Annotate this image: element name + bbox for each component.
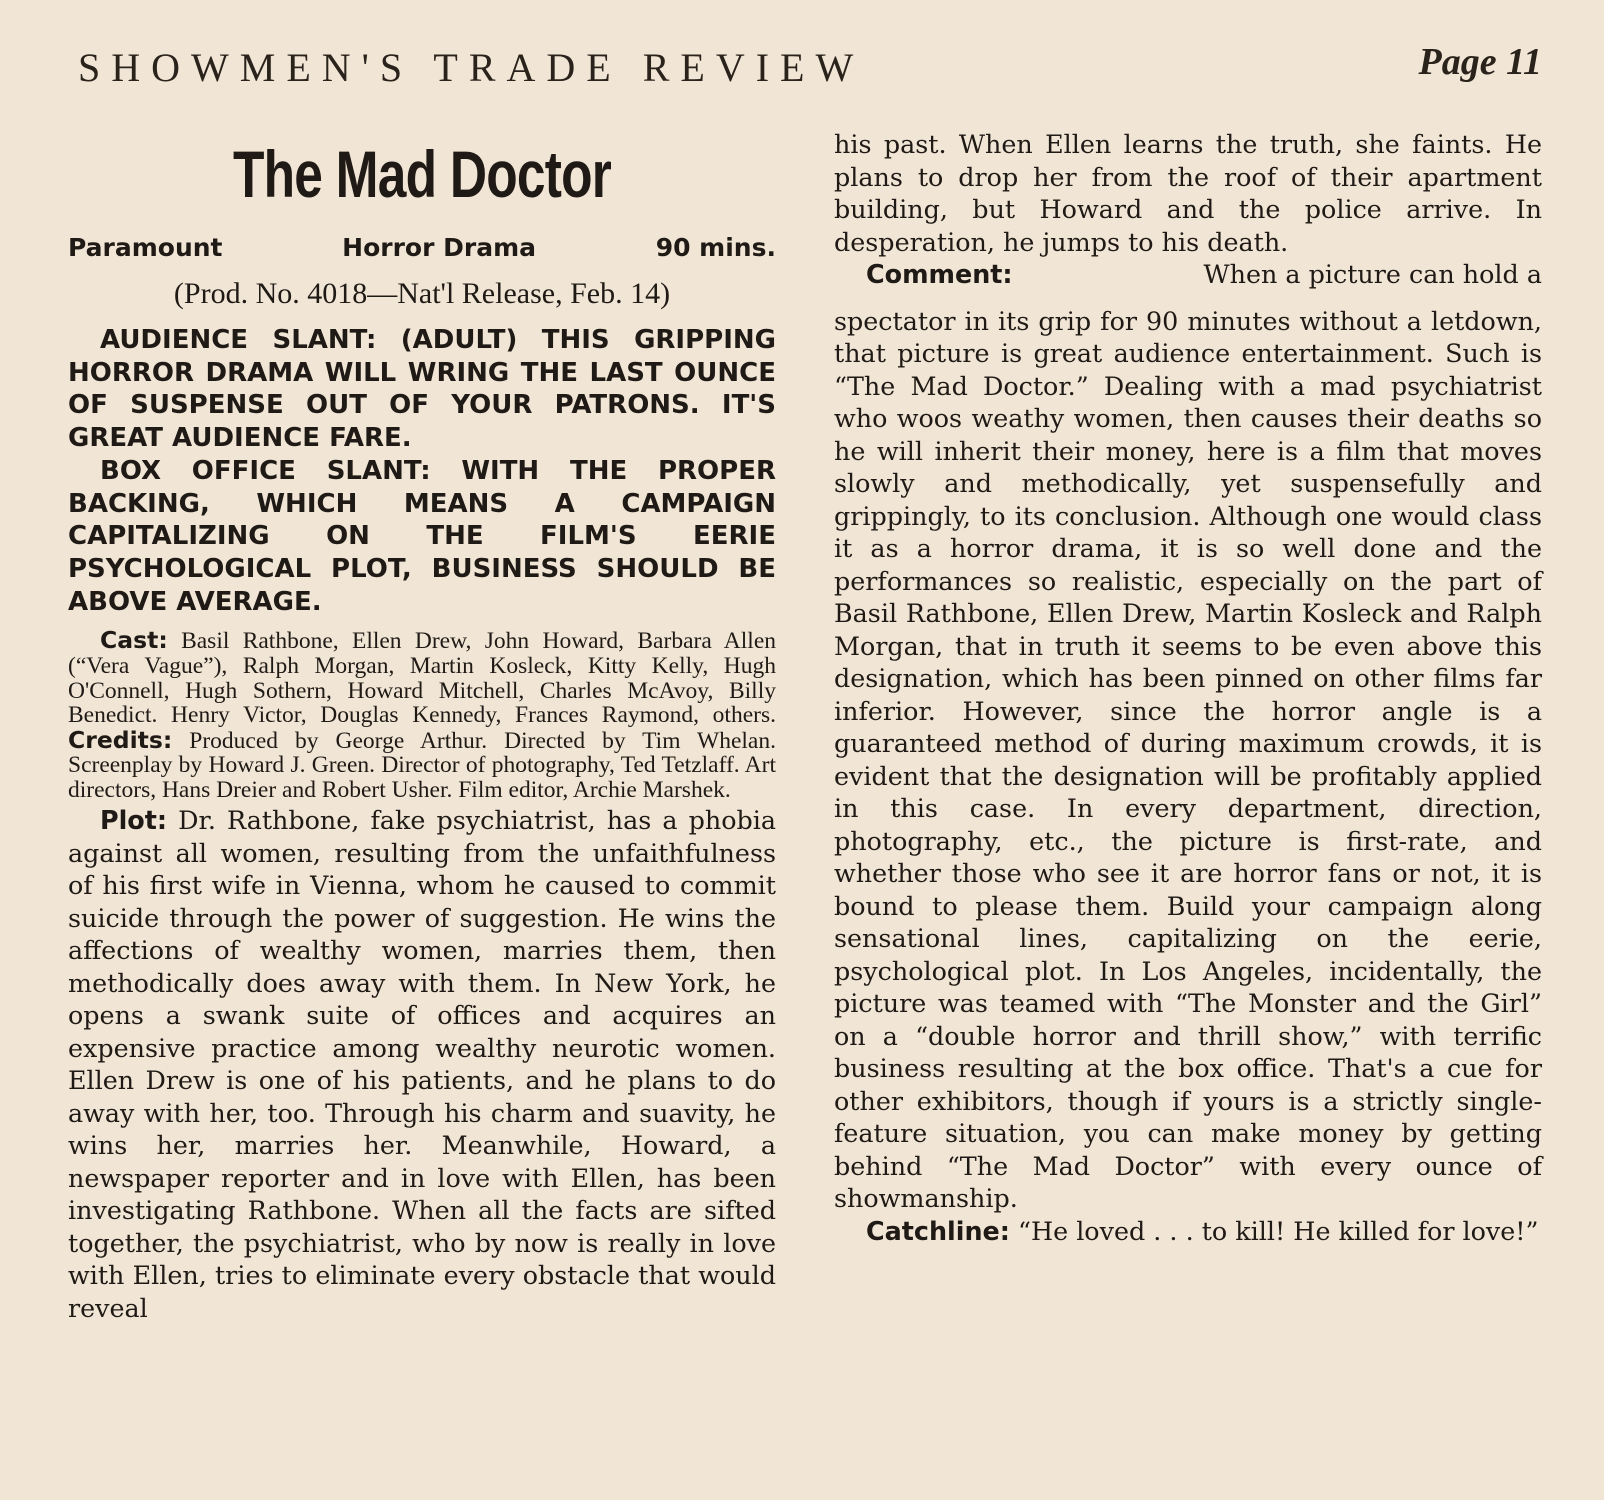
- left-column: [68, 128, 776, 1324]
- right-column: [834, 128, 1542, 1247]
- review-title: The Mad Doctor: [232, 137, 612, 211]
- cast-credits-paragraph: [68, 628, 776, 802]
- credits-list: Produced by George Arthur. Directed by Tim Whelan. Screenplay by Howard J. Green. Director of photography, Ted Tetzlaff. Art directors, Hans Dreier and Robert Usher. Film editor, Archie Marshek.: [68, 727, 776, 803]
- comment-heading-line: [834, 258, 1542, 291]
- genre: Horror Drama: [342, 233, 537, 262]
- box-office-slant: BOX OFFICE SLANT: WITH THE PROPER BACKING, WHICH MEANS A CAMPAIGN CAPITALIZING ON THE FILM'S EERIE PSYCHOLOGICAL PLOT, BUSINESS SHOULD BE ABOVE AVERAGE.: [68, 455, 776, 617]
- film-info-line: [68, 228, 776, 268]
- comment-label: Comment:: [866, 259, 1013, 289]
- publication-masthead: SHOWMEN'S TRADE REVIEW: [78, 45, 865, 90]
- comment-lead: When a picture can hold a: [1203, 259, 1542, 289]
- comment-text: spectator in its grip for 90 minutes without a letdown, that picture is great audience entertainment. Such is “The Mad Doctor.” Dealing with a mad psychiatrist who woos weathy women, then causes their deaths so he will inherit their money, here is a film that moves slowly and methodically, yet suspensefully and grippingly, to its conclusion. Although one would class it as a horror drama, it is so well done and the performances so realistic, especially on the part of Basil Rathbone, Ellen Drew, Martin Kosleck and Ralph Morgan, that in truth it seems to be even above this designation, which has been pinned on other films far inferior. However, since the horror angle is a guaranteed method of during maximum crowds, it is evident that the designation will be profitably applied in this case. In every department, direction, photography, etc., the picture is first-rate, and whether those who see it are horror fans or not, it is bound to please them. Build your campaign along sensational lines, capitalizing on the eerie, psychological plot. In Los Angeles, incidentally, the picture was teamed with “The Monster and the Girl” on a “double horror and thrill show,” with terrific business resulting at the box office. That's a cue for other exhibitors, though if yours is a strictly single-feature situation, you can make money by getting behind “The Mad Doctor” with every ounce of showmanship.: [834, 305, 1542, 1213]
- cast-list: Basil Rathbone, Ellen Drew, John Howard, Barbara Allen (“Vera Vague”), Ralph Morgan, Martin Kosleck, Kitty Kelly, Hugh O'Connell, Hugh Sothern, Howard Mitchell, Charles McAvoy, Billy Benedict. Henry Victor, Douglas Kennedy, Frances Raymond, others.: [68, 628, 776, 729]
- credits-label: Credits:: [68, 725, 173, 754]
- catchline-label: Catchline:: [866, 1215, 1010, 1246]
- plot-paragraph: [68, 804, 776, 1324]
- plot-label: Plot:: [100, 805, 168, 836]
- catchline-paragraph: [834, 1215, 1542, 1248]
- production-info: (Prod. No. 4018—Nat'l Release, Feb. 14): [173, 277, 671, 310]
- catchline-text: “He loved . . . to kill! He killed for love!”: [1017, 1215, 1539, 1246]
- studio-name: Paramount: [68, 233, 223, 262]
- page-number: Page 11: [1418, 41, 1542, 83]
- plot-continued: his past. When Ellen learns the truth, she faints. He plans to drop her from the roof of their apartment building, but Howard and the police arrive. In desperation, he jumps to his death.: [834, 129, 1542, 257]
- audience-slant: AUDIENCE SLANT: (ADULT) THIS GRIPPING HORROR DRAMA WILL WRING THE LAST OUNCE OF SUSPENSE OUT OF YOUR PATRONS. IT'S GREAT AUDIENCE FARE.: [68, 325, 776, 454]
- runtime: 90 mins.: [655, 233, 776, 262]
- cast-label: Cast:: [100, 626, 168, 655]
- plot-text: Dr. Rathbone, fake psychiatrist, has a phobia against all women, resulting from the unfaithfulness of his first wife in Vienna, whom he caused to commit suicide through the power of suggestion. He wins the affections of wealthy women, marries them, then methodically does away with them. In New York, he opens a swank suite of offices and acquires an expensive practice among wealthy neurotic women. Ellen Drew is one of his patients, and he plans to do away with her, too. Through his charm and suavity, he wins her, marries her. Meanwhile, Howard, a newspaper reporter and in love with Ellen, has been investigating Rathbone. When all the facts are sifted together, the psychiatrist, who by now is really in love with Ellen, tries to eliminate every obstacle that would reveal: [68, 805, 776, 1323]
